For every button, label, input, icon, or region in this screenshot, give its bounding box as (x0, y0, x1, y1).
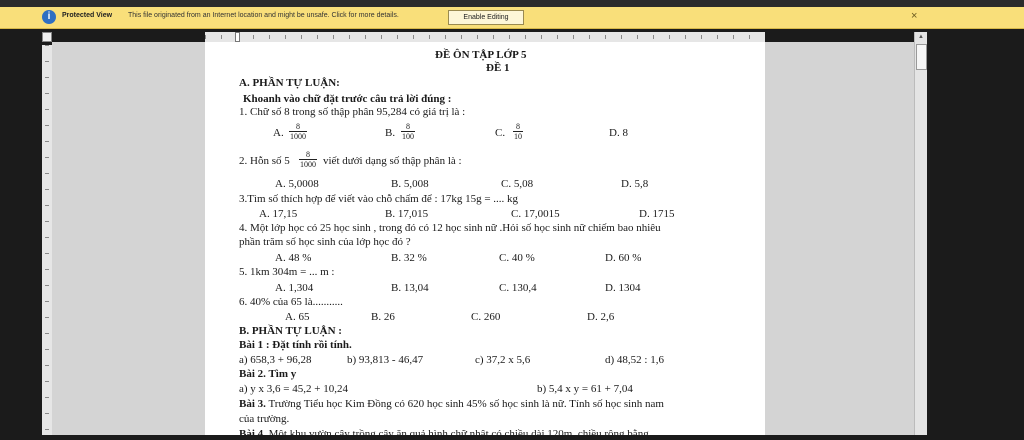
bai-2-title: Bài 2. Tìm y (239, 368, 297, 380)
enable-editing-button[interactable]: Enable Editing (448, 10, 524, 25)
bai-4-text: Một khu vườn cây trồng cây ăn quả hình chữ nhật có chiều dài 120m, chiều rộng bằng (268, 428, 649, 440)
q6-option-c: C. 260 (471, 311, 501, 323)
q3-option-a: A. 17,15 (259, 208, 298, 220)
bai-4-label: Bài 4. (239, 428, 266, 440)
bai-2-b: b) 5,4 x y = 61 + 7,04 (537, 383, 633, 395)
bai-3-label: Bài 3. (239, 398, 266, 410)
ruler-ticks (45, 45, 49, 435)
q5-option-c: C. 130,4 (499, 282, 537, 294)
q4-option-a: A. 48 % (275, 252, 312, 264)
fraction-numerator: 8 (296, 122, 300, 131)
question-2-suffix: viết dưới dạng số thập phân là : (323, 155, 462, 167)
question-1: 1. Chữ số 8 trong số thập phân 95,284 có giá trị là : (239, 106, 466, 118)
q1-option-b-prefix: B. (385, 127, 396, 139)
q6-option-d: D. 2,6 (587, 311, 615, 323)
bai-1-a: a) 658,3 + 96,28 (239, 354, 312, 366)
bai-1-title: Bài 1 : Đặt tính rồi tính. (239, 339, 352, 351)
q5-option-d: D. 1304 (605, 282, 641, 294)
horizontal-ruler[interactable] (205, 32, 765, 42)
bai-3-line-2: của trường. (239, 413, 290, 425)
document-page[interactable] (205, 42, 765, 440)
q1-option-c-prefix: C. (495, 127, 506, 139)
bai-2-a: a) y x 3,6 = 45,2 + 10,24 (239, 383, 348, 395)
doc-title: ĐỀ ÔN TẬP LỚP 5 (435, 49, 527, 61)
q5-option-b: B. 13,04 (391, 282, 429, 294)
q1-option-a-prefix: A. (273, 127, 284, 139)
q6-option-a: A. 65 (285, 311, 310, 323)
doc-subtitle: ĐỀ 1 (486, 62, 510, 74)
q3-option-d: D. 1715 (639, 208, 675, 220)
scroll-up-icon[interactable]: ▲ (918, 34, 924, 40)
q2-option-b: B. 5,008 (391, 178, 429, 190)
shield-icon: i (42, 10, 56, 24)
q4-option-d: D. 60 % (605, 252, 642, 264)
ribbon-remnant (0, 0, 1024, 7)
scroll-thumb[interactable] (916, 44, 927, 70)
q5-option-a: A. 1,304 (275, 282, 314, 294)
q3-option-c: C. 17,0015 (511, 208, 560, 220)
q1-option-d: D. 8 (609, 127, 628, 139)
protected-view-bar (0, 7, 1024, 29)
fraction-denominator: 10 (514, 132, 522, 141)
q2-option-a: A. 5,0008 (275, 178, 319, 190)
q3-option-b: B. 17,015 (385, 208, 429, 220)
close-icon[interactable]: × (911, 10, 918, 22)
bai-4-line-1 (239, 428, 649, 440)
bai-1-d: d) 48,52 : 1,6 (605, 354, 664, 366)
section-a-heading: A. PHẦN TỰ LUẬN: (239, 77, 340, 89)
tab-selector[interactable] (42, 32, 52, 42)
bai-1-b: b) 93,813 - 46,47 (347, 354, 424, 366)
q6-option-b: B. 26 (371, 311, 395, 323)
question-3: 3.Tìm số thích hợp để viết vào chỗ chấm để : 17kg 15g = .... kg (239, 193, 519, 205)
vertical-scrollbar[interactable] (914, 32, 927, 435)
fraction-denominator: 100 (402, 132, 414, 141)
instruction: Khoanh vào chữ đặt trước câu trả lời đúng : (243, 93, 452, 105)
bai-1-c: c) 37,2 x 5,6 (475, 354, 531, 366)
q1-option-b-fraction (401, 122, 415, 141)
q1-option-a-fraction (289, 122, 307, 141)
vertical-ruler[interactable] (42, 45, 52, 435)
question-4-line-1: 4. Một lớp học có 25 học sinh , trong đó có 12 học sinh nữ .Hỏi số học sinh nữ chiếm bao nhiêu (239, 222, 661, 234)
section-b-heading: B. PHẦN TỰ LUẬN : (239, 325, 342, 337)
question-2-prefix: 2. Hỗn số 5 (239, 155, 290, 167)
indent-marker[interactable] (235, 32, 240, 42)
fraction-numerator: 8 (306, 150, 310, 159)
q2-option-d: D. 5,8 (621, 178, 649, 190)
question-6: 6. 40% của 65 là........... (239, 296, 343, 308)
fraction-denominator: 1000 (290, 132, 306, 141)
question-5: 5. 1km 304m = ... m : (239, 266, 335, 278)
q1-option-c-fraction (513, 122, 523, 141)
q2-fraction (299, 150, 317, 169)
fraction-denominator: 1000 (300, 160, 316, 169)
fraction-numerator: 8 (516, 122, 520, 131)
q4-option-c: C. 40 % (499, 252, 535, 264)
fraction-numerator: 8 (406, 122, 410, 131)
protected-view-message[interactable]: This file originated from an Internet location and might be unsafe. Click for more details. (128, 12, 399, 19)
protected-view-label: Protected View (62, 12, 113, 19)
ruler-ticks (205, 35, 765, 39)
q2-option-c: C. 5,08 (501, 178, 534, 190)
question-4-line-2: phần trăm số học sinh của lớp học đó ? (239, 236, 411, 248)
q4-option-b: B. 32 % (391, 252, 427, 264)
bai-3-text: Trường Tiểu học Kim Đồng có 620 học sinh 45% số học sinh là nữ. Tính số học sinh nam (268, 398, 664, 410)
bai-3-line-1 (239, 398, 664, 410)
